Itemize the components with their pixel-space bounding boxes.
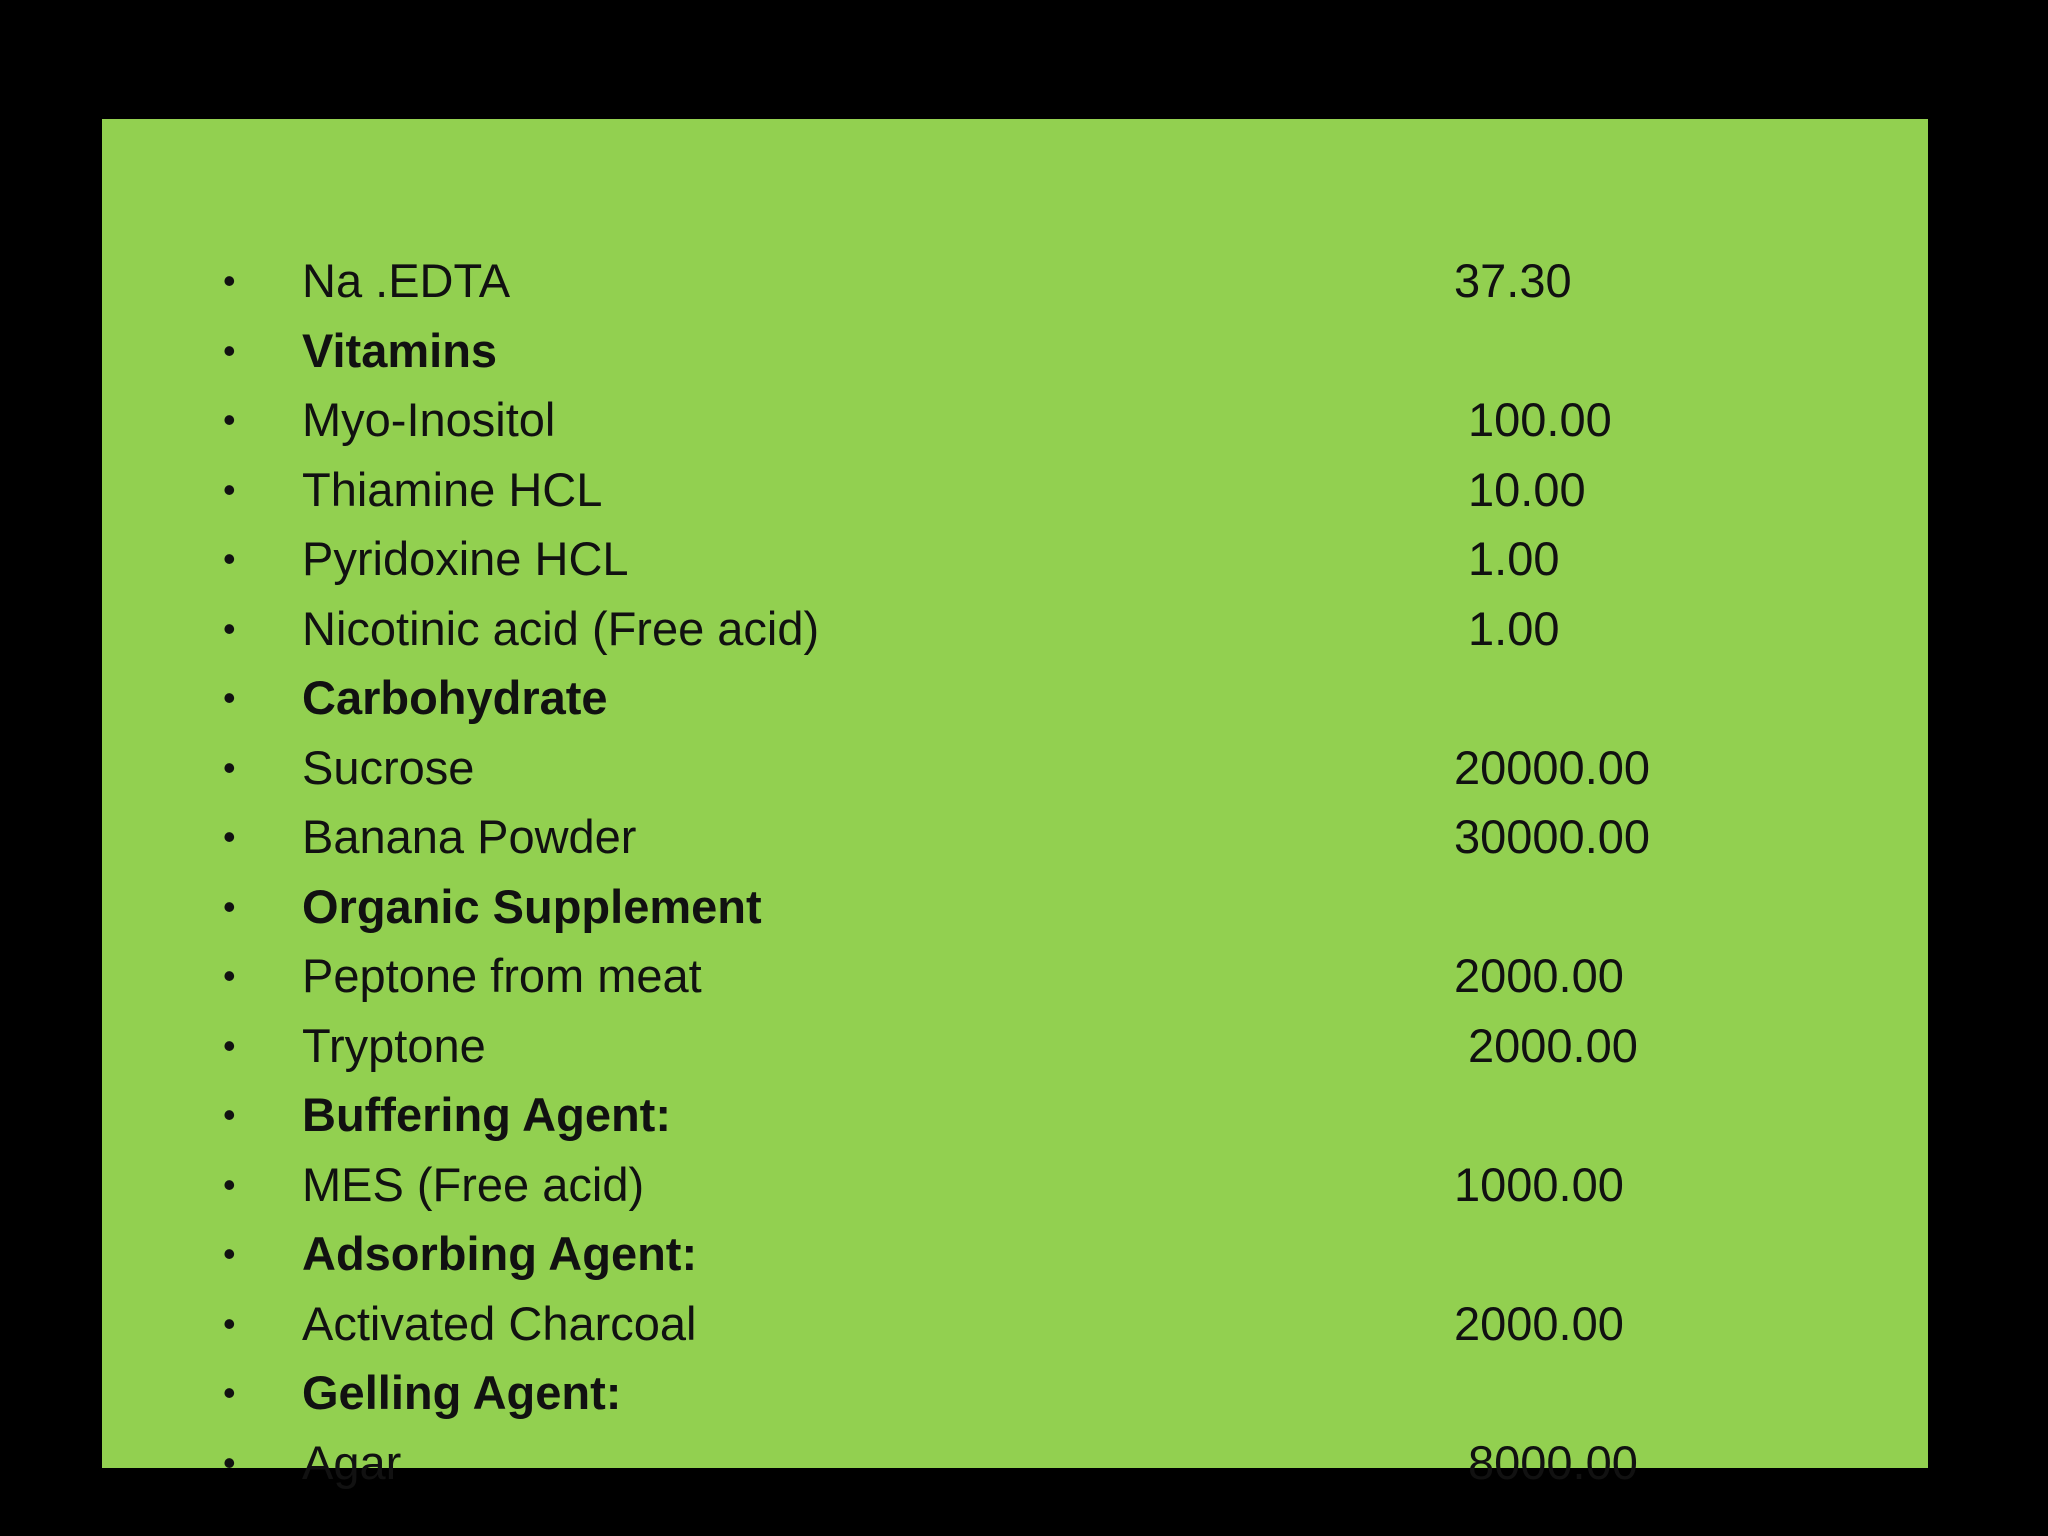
item-value: 100.00 — [1468, 393, 1612, 446]
item-value: 2000.00 — [1454, 949, 1624, 1002]
item-name: Pyridoxine HCL — [302, 532, 629, 585]
item-name: Activated Charcoal — [302, 1296, 697, 1350]
bullet-icon: • — [223, 1372, 236, 1413]
list-item — [102, 802, 1928, 872]
item-name: Na .EDTA — [302, 254, 511, 307]
item-value: 10.00 — [1468, 462, 1586, 516]
item-name: Sucrose — [302, 740, 475, 794]
section-heading: Adsorbing Agent: — [302, 1227, 698, 1280]
list-item — [102, 733, 1928, 803]
item-name: Peptone from meat — [302, 949, 702, 1002]
list-item — [102, 316, 1928, 386]
list-item — [102, 1011, 1928, 1081]
bullet-icon: • — [223, 955, 236, 996]
list-item — [102, 455, 1928, 525]
section-heading: Organic Supplement — [302, 879, 762, 933]
list-item — [102, 594, 1928, 664]
item-value: 1000.00 — [1454, 1157, 1624, 1211]
item-name: Myo-Inositol — [302, 393, 556, 446]
list-item — [102, 1289, 1928, 1359]
bullet-icon: • — [223, 885, 236, 927]
bullet-icon: • — [223, 1233, 236, 1274]
list-item — [102, 1150, 1928, 1220]
list-item — [102, 941, 1928, 1011]
list-item — [102, 1428, 1928, 1498]
bullet-icon: • — [223, 260, 236, 301]
bullet-icon: • — [223, 1024, 236, 1066]
content-panel — [102, 119, 1928, 1489]
bullet-icon: • — [223, 1163, 236, 1205]
list-item — [102, 1080, 1928, 1150]
item-value: 1.00 — [1468, 532, 1560, 585]
item-name: Tryptone — [302, 1018, 486, 1072]
item-name: MES (Free acid) — [302, 1157, 645, 1211]
item-name: Agar — [302, 1435, 402, 1489]
item-value: 1.00 — [1468, 601, 1560, 655]
item-value: 20000.00 — [1454, 740, 1651, 794]
bullet-icon: • — [223, 538, 236, 579]
bullet-icon: • — [223, 677, 236, 718]
list-item — [102, 1219, 1928, 1289]
item-name: Thiamine HCL — [302, 462, 603, 516]
bullet-icon: • — [223, 1094, 236, 1135]
section-heading: Gelling Agent: — [302, 1366, 622, 1419]
item-value: 2000.00 — [1468, 1018, 1638, 1072]
list-item — [102, 663, 1928, 733]
bullet-icon: • — [223, 399, 236, 440]
list-item — [102, 524, 1928, 594]
item-value: 8000.00 — [1468, 1435, 1638, 1489]
list-item — [102, 385, 1928, 455]
section-heading: Carbohydrate — [302, 671, 608, 724]
item-value: 37.30 — [1454, 254, 1572, 307]
item-name: Banana Powder — [302, 810, 637, 863]
item-value: 2000.00 — [1454, 1296, 1624, 1350]
bullet-icon: • — [223, 1302, 236, 1344]
item-name: Nicotinic acid (Free acid) — [302, 601, 820, 655]
bullet-icon: • — [223, 816, 236, 857]
bullet-icon: • — [223, 468, 236, 510]
bullet-icon: • — [223, 1441, 236, 1483]
section-heading: Vitamins — [302, 323, 498, 377]
bullet-icon: • — [223, 329, 236, 371]
item-value: 30000.00 — [1454, 810, 1651, 863]
bullet-icon: • — [223, 607, 236, 649]
section-heading: Buffering Agent: — [302, 1088, 671, 1141]
list-item — [102, 246, 1928, 316]
list-item — [102, 1358, 1928, 1428]
list-item — [102, 872, 1928, 942]
bullet-icon: • — [223, 746, 236, 788]
